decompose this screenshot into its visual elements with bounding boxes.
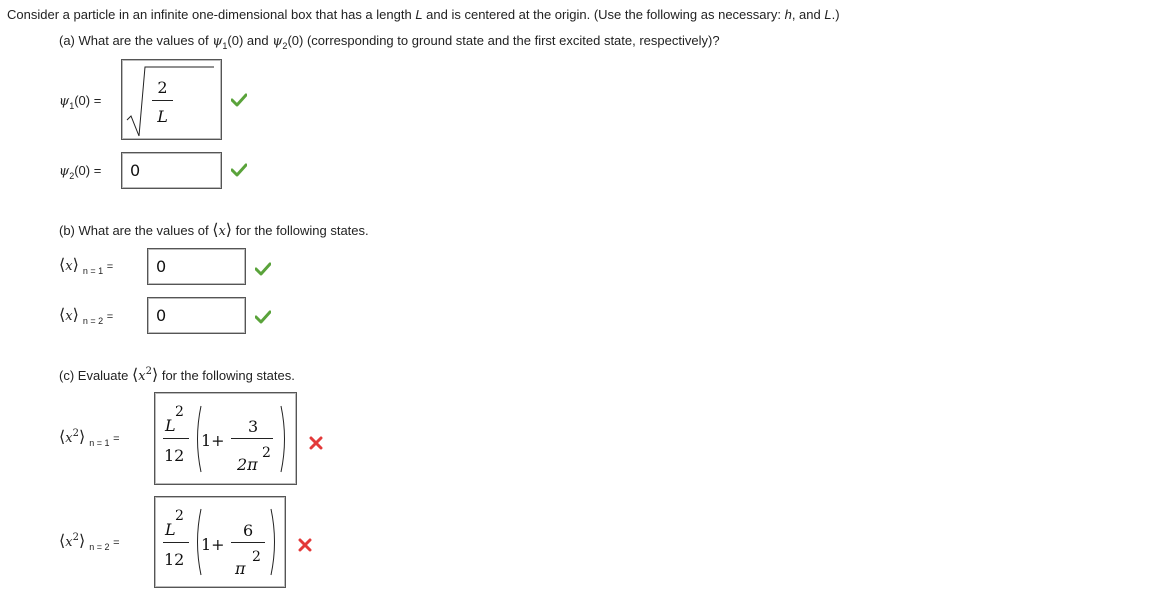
x2-n2-answer-field[interactable]: L 2 12 1+ 6 π 2: [154, 496, 286, 588]
fraction-bar: [163, 438, 189, 439]
psi2-label: $\psi_2(0)$ =: [59, 163, 102, 181]
correct-check-icon: [255, 310, 271, 324]
psi2-answer-field[interactable]: 0: [121, 152, 222, 189]
x-n2-answer-field[interactable]: 0: [147, 297, 246, 334]
x-n2-label: ⟨x⟩ $_{n = 2}$ =: [59, 305, 114, 326]
paren-right: [269, 507, 279, 577]
psi1-denominator: L: [157, 107, 168, 126]
part-a-question: (a) What are the values of $\psi_1(0)$ and $\psi_2(0)$ (corresponding to ground state and the first excited state, respectively)?: [59, 33, 720, 51]
psi1-numerator: 2: [157, 78, 168, 97]
x-n1-answer-field[interactable]: 0: [147, 248, 246, 285]
part-c-question: (c) Evaluate $⟨x^2⟩$ for the following states.: [59, 365, 295, 384]
fraction-bar: [231, 542, 265, 543]
incorrect-cross-icon: [298, 538, 312, 552]
psi1-fraction-bar: [152, 100, 173, 101]
correct-check-icon: [255, 262, 271, 276]
fraction-bar: [231, 438, 273, 439]
part-b-question: (b) What are the values of ⟨x⟩ for the following states.: [59, 220, 369, 239]
x-n1-label: ⟨x⟩ $_{n = 1}$ =: [59, 255, 114, 276]
fraction-bar: [163, 542, 189, 543]
x2-n1-answer-field[interactable]: L 2 12 1+ 3 2π 2: [154, 392, 297, 485]
problem-intro: Consider a particle in an infinite one-dimensional box that has a length L and is centered at the origin. (Use the following as necessary: h, and L.): [7, 7, 840, 22]
incorrect-cross-icon: [309, 436, 323, 450]
x2-n2-label: $⟨x^2⟩$ $_{n = 2}$ =: [59, 531, 120, 552]
correct-check-icon: [231, 163, 247, 177]
paren-right: [279, 404, 289, 474]
psi1-label: $\psi_1(0)$ =: [59, 93, 102, 111]
x2-n1-label: $⟨x^2⟩$ $_{n = 1}$ =: [59, 427, 120, 448]
correct-check-icon: [231, 93, 247, 107]
psi1-answer-field[interactable]: [121, 59, 222, 140]
